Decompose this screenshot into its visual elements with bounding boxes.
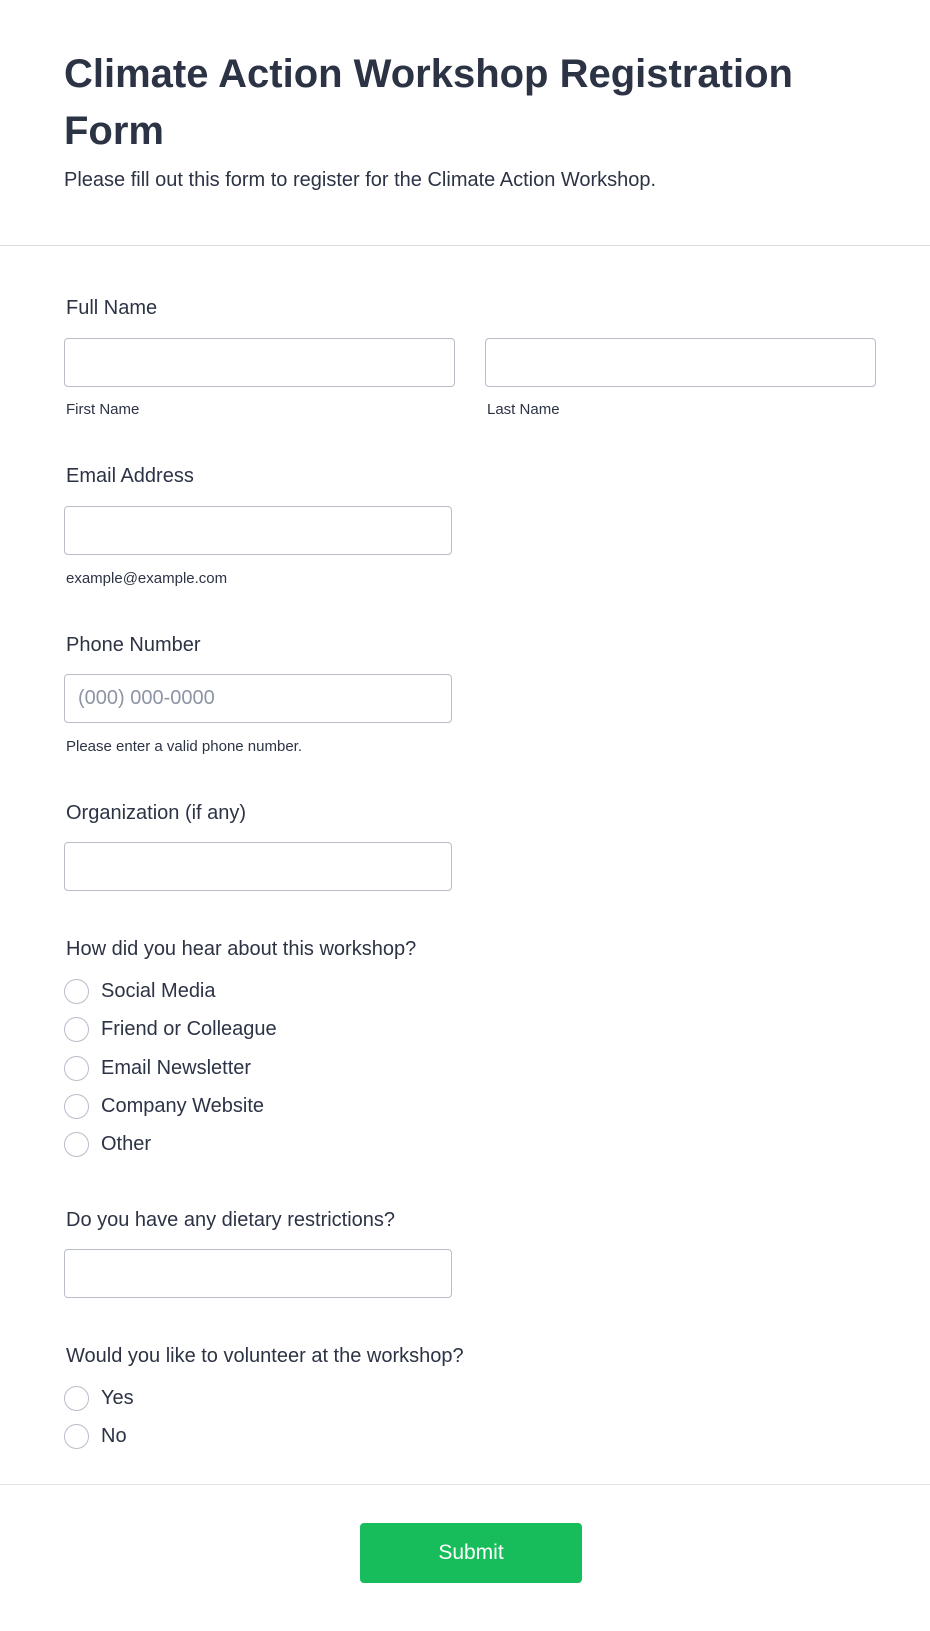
footer-divider: [0, 1484, 930, 1485]
form-header: [0, 0, 930, 246]
last-name-input[interactable]: [485, 338, 876, 387]
hear-about-option-other[interactable]: [64, 1131, 151, 1157]
hear-about-option-friend-or-colleague[interactable]: [64, 1016, 277, 1042]
email-label: Email Address: [66, 465, 194, 487]
radio-button[interactable]: [64, 1424, 89, 1449]
radio-label: Email Newsletter: [101, 1057, 252, 1079]
radio-button[interactable]: [64, 1386, 89, 1411]
radio-button[interactable]: [64, 979, 89, 1004]
email-sublabel: example@example.com: [66, 570, 228, 587]
hear-about-option-social-media[interactable]: [64, 978, 216, 1004]
radio-label: Yes: [101, 1387, 134, 1409]
volunteer-label: Would you like to volunteer at the workshop?: [66, 1345, 464, 1367]
phone-sublabel: Please enter a valid phone number.: [66, 738, 302, 755]
first-name-sublabel: First Name: [66, 401, 140, 418]
hear-about-option-company-website[interactable]: [64, 1093, 264, 1119]
radio-label: Social Media: [101, 980, 216, 1002]
phone-input[interactable]: [64, 674, 452, 723]
volunteer-option-yes[interactable]: [64, 1385, 134, 1411]
dietary-input[interactable]: [64, 1249, 452, 1298]
hear-about-option-email-newsletter[interactable]: [64, 1055, 251, 1081]
radio-label: Other: [101, 1133, 152, 1155]
radio-button[interactable]: [64, 1056, 89, 1081]
form-subtitle: Please fill out this form to register for the Climate Action Workshop.: [64, 169, 657, 191]
volunteer-option-no[interactable]: [64, 1423, 127, 1449]
phone-label: Phone Number: [66, 634, 201, 656]
organization-label: Organization (if any): [66, 802, 247, 824]
radio-label: Company Website: [101, 1095, 265, 1117]
radio-button[interactable]: [64, 1132, 89, 1157]
email-input[interactable]: [64, 506, 452, 555]
submit-button[interactable]: Submit: [360, 1523, 582, 1583]
radio-button[interactable]: [64, 1094, 89, 1119]
radio-label: No: [101, 1425, 127, 1447]
form-title: Climate Action Workshop Registration Form: [64, 52, 793, 153]
hear-about-label: How did you hear about this workshop?: [66, 938, 417, 960]
last-name-sublabel: Last Name: [487, 401, 560, 418]
radio-label: Friend or Colleague: [101, 1018, 277, 1040]
radio-button[interactable]: [64, 1017, 89, 1042]
first-name-input[interactable]: [64, 338, 455, 387]
organization-input[interactable]: [64, 842, 452, 891]
full-name-label: Full Name: [66, 297, 158, 319]
dietary-label: Do you have any dietary restrictions?: [66, 1209, 396, 1231]
